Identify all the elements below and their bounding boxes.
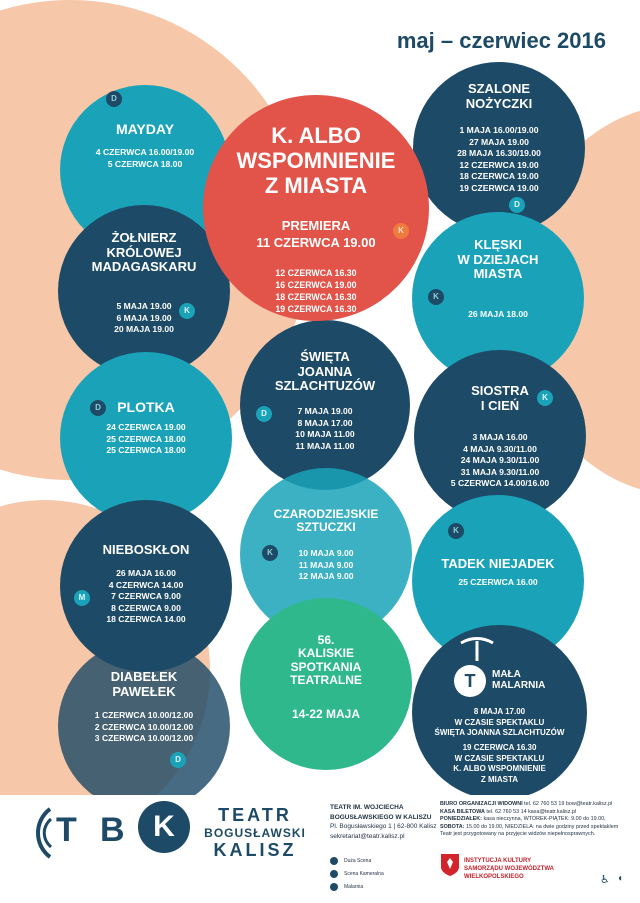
hearing-access-icon: ◖ — [617, 873, 624, 884]
show-title: DIABEŁEK PAWEŁEK — [110, 669, 178, 699]
show-szalone-nozyczki[interactable] — [413, 62, 585, 234]
show-plotka[interactable] — [60, 352, 232, 524]
contact-info: BIURO ORGANIZACJI WIDOWNI tel. 62 760 53 19 bow@teatr.kalisz.pl KASA BILETOWA tel. 62 760 53 14 kasa@teatr.kalisz.pl PONIEDZIAŁEK: kasa nieczynna, WTOREK-PIĄTEK: 9.00 do 19.00, SOBOTA: 15.00 do 19.00, NIEDZIELA: na dwie godziny przed spektaklem Teatr jest przygotowany na przyjęcie widzów niepełnosprawnych. — [440, 801, 619, 838]
logo-letter-k: K — [138, 801, 190, 853]
show-dates: 5 MAJA 19.00 6 MAJA 19.00 20 MAJA 19.00 — [114, 301, 174, 335]
stage-badge-m-icon: M — [74, 590, 90, 606]
stage-badge-d-icon: D — [90, 400, 106, 416]
show-title: K. ALBO WSPOMNIENIE Z MIASTA — [236, 123, 396, 198]
show-dates: 1 MAJA 16.00/19.00 27 MAJA 19.00 28 MAJA 16.30/19.00 12 CZERWCA 19.00 18 CZERWCA 19.00 19 CZERWCA 19.00 — [457, 125, 541, 193]
show-dates: 26 MAJA 16.00 4 CZERWCA 14.00 7 CZERWCA 9.00 8 CZERWCA 9.00 18 CZERWCA 14.00 — [106, 568, 186, 625]
stage-badge-d-icon: D — [256, 406, 272, 422]
show-dates: 24 CZERWCA 19.00 25 CZERWCA 18.00 25 CZERWCA 18.00 — [106, 422, 186, 456]
stage-badge-k-icon: K — [448, 523, 464, 539]
institution-text: INSTYTUCJA KULTURY SAMORZĄDU WOJEWÓDZTWA WIELKOPOLSKIEGO — [464, 858, 554, 880]
show-dates: 1 CZERWCA 10.00/12.00 2 CZERWCA 10.00/12.00 3 CZERWCA 10.00/12.00 — [94, 710, 194, 744]
premiere-info: PREMIERA 11 CZERWCA 19.00 — [256, 218, 376, 250]
legend-d-icon — [330, 857, 338, 865]
show-title: MAYDAY — [115, 121, 175, 137]
show-k-albo-premiere[interactable] — [203, 95, 429, 321]
show-dates: 26 MAJA 18.00 — [468, 309, 528, 319]
show-dates: 12 CZERWCA 16.30 16 CZERWCA 19.00 18 CZERWCA 16.30 19 CZERWCA 16.30 — [275, 268, 357, 314]
theatre-logo-waves-icon — [30, 805, 52, 861]
legend-k-icon — [330, 870, 338, 878]
show-title: ŻOŁNIERZ KRÓLOWEJ MADAGASKARU — [91, 230, 197, 275]
show-dates: 25 CZERWCA 16.00 — [458, 577, 538, 587]
event-title: MAŁA MALARNIA — [492, 669, 546, 692]
show-diabelek-pawelek[interactable] — [58, 640, 230, 812]
show-dates: 3 MAJA 16.00 4 MAJA 9.30/11.00 24 MAJA 9.30/11.00 31 MAJA 9.30/11.00 5 CZERWCA 14.00/16.00 — [450, 432, 550, 489]
stage-badge-k-icon: K — [179, 303, 195, 319]
show-title: KLĘSKI W DZIEJACH MIASTA — [457, 237, 539, 282]
stage-badge-k-icon: K — [262, 545, 278, 561]
wheelchair-access-icon: ♿ — [600, 874, 610, 886]
show-title: PLOTKA — [117, 399, 175, 415]
show-dates: 7 MAJA 19.00 8 MAJA 17.00 10 MAJA 11.00 11 MAJA 11.00 — [295, 406, 355, 451]
legend-m-icon — [330, 883, 338, 891]
malarnia-t-icon: T — [454, 665, 486, 697]
email-link[interactable]: sekretariat@teatr.kalisz.pl — [330, 832, 405, 840]
stage-badge-d-icon: D — [170, 752, 186, 768]
stage-badge-k-icon: K — [537, 390, 553, 406]
event-mala-malarnia[interactable] — [412, 625, 587, 800]
show-title: SZALONE NOŻYCZKI — [465, 81, 533, 111]
logo-letter-t: T — [56, 811, 77, 849]
stage-badge-d-icon: D — [509, 197, 525, 213]
show-title: CZARODZIEJSKIE SZTUCZKI — [273, 507, 379, 535]
stage-badge-k-icon: K — [428, 289, 444, 305]
wielkopolska-eagle-crest-icon — [440, 853, 460, 877]
logo-wordmark: TEATR BOGUSŁAWSKI KALISZ — [204, 805, 306, 860]
season-heading: maj – czerwiec 2016 — [396, 28, 606, 53]
address-block: TEATR IM. WOJCIECHA BOGUSŁAWSKIEGO W KALISZU Pl. Bogusławskiego 1 | 62-800 Kalisz sekretariat@teatr.kalisz.pl — [330, 804, 437, 840]
festival-dates: 14-22 MAJA — [291, 707, 361, 721]
logo-letter-b: B — [100, 811, 125, 849]
malarnia-mascot-icon — [457, 637, 497, 663]
show-title: ŚWIĘTA JOANNA SZLACHTUZÓW — [274, 349, 376, 394]
event-block-1: 8 MAJA 17.00 W CZASIE SPEKTAKLU ŚWIĘTA JOANNA SZLACHTUZÓW — [434, 707, 565, 737]
event-block-2: 19 CZERWCA 16.30 W CZASIE SPEKTAKLU K. ALBO WSPOMNIENIE Z MIASTA — [453, 743, 546, 784]
show-title: NIEBOSKŁON — [102, 542, 190, 557]
stage-badge-k-icon: K — [393, 223, 409, 239]
show-swieta-joanna[interactable] — [240, 320, 410, 490]
footer: T B K TEATR BOGUSŁAWSKI KALISZ TEATR IM. WOJCIECHA BOGUSŁAWSKIEGO W KALISZU Pl. Bogusławskiego 1 | 62-800 Kalisz sekretariat@teatr.kalisz.pl Duża Scena Scena Kameralna Malarnia BIURO ORGANIZACJI WIDOWNI tel. 62 760 53 19 bow@teatr.kalisz.pl KASA BILETOWA tel. 62 760 53 14 kasa@teatr.kalisz.pl PONIEDZIAŁEK: kasa nieczynna, WTOREK-PIĄTEK: 9.00 do 19.00, SOBOTA: 15.00 do 19.00, NIEDZIELA: na dwie godziny przed spektaklem Teatr jest przygotowany na przyjęcie widzów niepełnosprawnych. INSTYTUCJA KULTURY SAMORZĄDU WOJEWÓDZTWA WIELKOPOLSKIEGO ♿ ◖ — [0, 795, 640, 903]
show-dates: 10 MAJA 9.00 11 MAJA 9.00 12 MAJA 9.00 — [298, 548, 354, 582]
festival-kaliskie-spotkania[interactable] — [240, 598, 412, 770]
festival-title: 56. KALISKIE SPOTKANIA TEATRALNE — [290, 633, 362, 688]
show-title: TADEK NIEJADEK — [441, 556, 555, 571]
show-title: SIOSTRA I CIEŃ — [471, 383, 529, 413]
show-dates: 4 CZERWCA 16.00/19.00 5 CZERWCA 18.00 — [95, 147, 195, 169]
stage-badge-d-icon: D — [106, 91, 122, 107]
